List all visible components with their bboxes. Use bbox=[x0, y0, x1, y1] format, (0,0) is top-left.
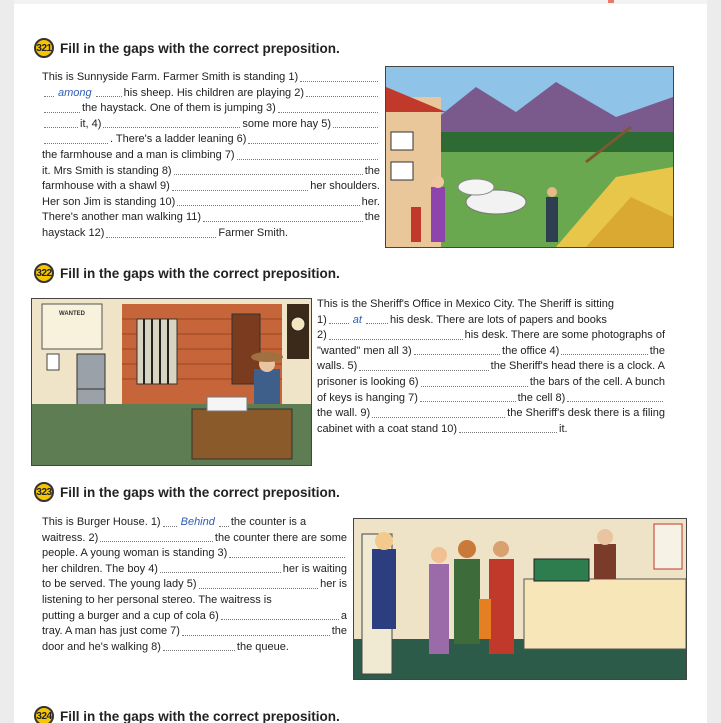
answer-gap-3b[interactable] bbox=[44, 117, 78, 129]
text-line: the bbox=[364, 211, 380, 224]
text-line: the Sheriff's head there is a clock. A bbox=[490, 360, 665, 373]
text-line: This is the Sheriff's Office in Mexico City. The Sheriff is sitting bbox=[317, 298, 614, 310]
answer-gap-5b[interactable] bbox=[44, 132, 108, 144]
farm-illustration bbox=[385, 66, 674, 248]
text-line: This is Sunnyside Farm. Farmer Smith is standing 1) bbox=[42, 71, 299, 83]
answer-gap-2[interactable] bbox=[329, 328, 463, 340]
text-line: waitress. 2) bbox=[42, 531, 99, 544]
farm-scene bbox=[386, 67, 673, 247]
exercise-322-text bbox=[317, 297, 665, 437]
top-strip bbox=[14, 0, 707, 4]
exercise-number-badge: 323 bbox=[34, 482, 54, 502]
text-line: her is waiting bbox=[282, 562, 347, 575]
answer-gap-7[interactable] bbox=[182, 624, 330, 636]
text-line: listening to her personal stereo. The waitress is bbox=[42, 593, 272, 606]
text-line: the counter there are some bbox=[214, 531, 347, 544]
burger-house-illustration bbox=[353, 518, 687, 680]
answer-gap-10[interactable] bbox=[177, 195, 359, 207]
text-line: door and he's walking 8) bbox=[42, 640, 161, 653]
answer-gap-4[interactable] bbox=[103, 117, 240, 129]
text-line: prisoner is looking 6) bbox=[317, 375, 419, 388]
answer-gap-5[interactable] bbox=[199, 577, 319, 589]
text-line: her children. The boy 4) bbox=[42, 562, 158, 575]
text-line: Farmer Smith. bbox=[218, 226, 289, 239]
text-line: it, 4) bbox=[80, 117, 102, 130]
answer-gap-12[interactable] bbox=[106, 226, 216, 238]
text-line: 2) bbox=[317, 329, 327, 342]
text-line: walls. 5) bbox=[317, 360, 358, 373]
exercise-title: Fill in the gaps with the correct preposition. bbox=[60, 40, 340, 56]
exercise-321-header bbox=[34, 37, 340, 59]
sheriff-office-illustration bbox=[31, 298, 312, 466]
text-line: some more hay 5) bbox=[242, 117, 331, 130]
answer-gap-8[interactable] bbox=[163, 640, 235, 652]
exercise-322-header bbox=[34, 262, 340, 284]
exercise-number-badge: 321 bbox=[34, 38, 54, 58]
answer-gap-3[interactable] bbox=[414, 344, 500, 356]
exercise-number-badge: 322 bbox=[34, 263, 54, 283]
text-line: her is bbox=[320, 578, 347, 591]
answer-gap-5[interactable] bbox=[333, 117, 378, 129]
answer-gap-6[interactable] bbox=[221, 609, 339, 621]
text-line: the bbox=[331, 625, 347, 638]
answer-gap-6[interactable] bbox=[248, 132, 378, 144]
exercise-323-text bbox=[42, 515, 347, 655]
wanted-sign: WANTED bbox=[59, 311, 85, 317]
answer-gap-10[interactable] bbox=[459, 422, 557, 434]
answer-gap-7[interactable] bbox=[420, 391, 516, 403]
text-line: his sheep. His children are playing 2) bbox=[123, 86, 305, 99]
text-line: the counter is a bbox=[230, 516, 307, 528]
answer-gap-11[interactable] bbox=[203, 210, 363, 222]
text-line: There's another man walking 11) bbox=[42, 211, 202, 224]
text-line: it. Mrs Smith is standing 8) bbox=[42, 164, 172, 177]
sheriff-office-scene bbox=[32, 299, 311, 465]
workbook-page bbox=[14, 0, 707, 723]
answer-gap-2[interactable] bbox=[100, 531, 213, 543]
text-line: the bbox=[649, 344, 665, 357]
exercise-321-text bbox=[42, 70, 380, 242]
text-line: the bbox=[364, 164, 380, 177]
exercise-title: Fill in the gaps with the correct preposition. bbox=[60, 708, 340, 723]
text-line: the office 4) bbox=[502, 344, 560, 357]
answer-gap-4[interactable] bbox=[160, 562, 281, 574]
text-line: This is Burger House. 1) bbox=[42, 516, 161, 528]
text-line: the queue. bbox=[236, 640, 289, 653]
answer-gap-3[interactable] bbox=[229, 546, 345, 558]
text-line: his desk. There are some photographs of bbox=[464, 329, 665, 342]
answer-gap-2[interactable] bbox=[306, 86, 378, 98]
burger-house-scene bbox=[354, 519, 686, 679]
text-line: the cell 8) bbox=[517, 391, 566, 404]
exercise-323-header bbox=[34, 481, 340, 503]
exercise-324-header bbox=[34, 705, 340, 723]
answer-1: among bbox=[58, 86, 92, 99]
answer-gap-9[interactable] bbox=[372, 406, 505, 418]
answer-gap-8[interactable] bbox=[567, 391, 663, 403]
answer-gap-2b[interactable] bbox=[44, 101, 80, 113]
text-line: it. bbox=[559, 422, 568, 435]
answer-gap-8[interactable] bbox=[174, 164, 363, 176]
text-line: putting a burger and a cup of cola 6) bbox=[42, 609, 219, 622]
answer-gap-4[interactable] bbox=[561, 344, 647, 356]
text-line: people. A young woman is standing 3) bbox=[42, 547, 228, 560]
answer-1: at bbox=[352, 313, 362, 326]
text-line: the bars of the cell. A bunch bbox=[529, 375, 665, 388]
text-line: the farmhouse and a man is climbing 7) bbox=[42, 148, 235, 161]
answer-gap-6[interactable] bbox=[421, 375, 528, 387]
text-line: his desk. There are lots of papers and books bbox=[389, 313, 607, 326]
answer-gap-5[interactable] bbox=[359, 359, 488, 371]
text-line: the wall. 9) bbox=[317, 407, 371, 420]
answer-gap-3[interactable] bbox=[278, 101, 378, 113]
text-line: of keys is hanging 7) bbox=[317, 391, 418, 404]
exercise-title: Fill in the gaps with the correct preposition. bbox=[60, 484, 340, 500]
text-line: cabinet with a coat stand 10) bbox=[317, 422, 458, 435]
exercise-title: Fill in the gaps with the correct preposition. bbox=[60, 265, 340, 281]
text-line: Her son Jim is standing 10) bbox=[42, 195, 176, 208]
answer-gap-1[interactable] bbox=[300, 70, 378, 82]
answer-gap-7[interactable] bbox=[237, 148, 378, 160]
text-line: her shoulders. bbox=[310, 180, 380, 193]
text-line: a bbox=[340, 609, 347, 622]
answer-1: Behind bbox=[180, 516, 215, 528]
text-line: . There's a ladder leaning 6) bbox=[110, 133, 247, 146]
text-line: the haystack. One of them is jumping 3) bbox=[82, 102, 276, 115]
answer-gap-9[interactable] bbox=[172, 179, 309, 191]
top-mark bbox=[608, 0, 614, 3]
text-line: "wanted" men all 3) bbox=[317, 344, 412, 357]
exercise-number-badge: 324 bbox=[34, 706, 54, 723]
text-line: haystack 12) bbox=[42, 226, 105, 239]
text-line: to be served. The young lady 5) bbox=[42, 578, 197, 591]
text-line: tray. A man has just come 7) bbox=[42, 625, 180, 638]
text-line: the Sheriff's desk there is a filing bbox=[507, 407, 665, 420]
text-line: her. bbox=[361, 195, 380, 208]
text-line: 1) bbox=[317, 313, 327, 326]
text-line: farmhouse with a shawl 9) bbox=[42, 180, 170, 193]
